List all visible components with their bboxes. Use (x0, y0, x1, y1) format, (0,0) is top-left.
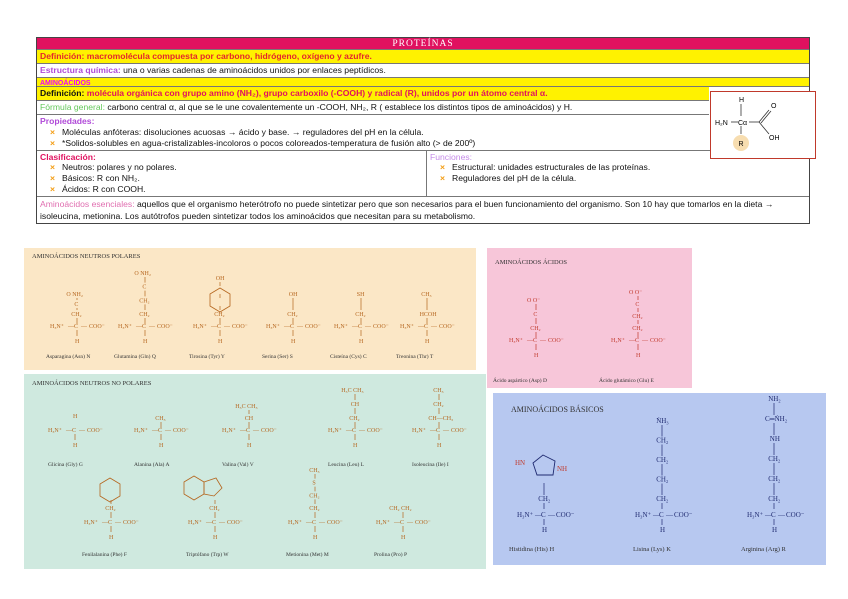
formula-label: Fórmula general: (40, 102, 105, 112)
amino-acid-name: Metionina (Met) M (286, 552, 329, 558)
bond: — (297, 324, 303, 330)
amino-acid-name: Ácido glutámico (Glu) E (599, 378, 654, 384)
side-chain-group: CH₃ (309, 468, 320, 474)
alpha-carbon: C (771, 511, 776, 519)
alpha-carbon: C (424, 324, 429, 330)
carboxylate-group: COO⁻ (786, 511, 805, 519)
aa-definition-text: molécula orgánica con grupo amino (NH₂), grupo carboxilo (-COOH) y radical (R), unidos por un átomo central α. (86, 88, 548, 98)
aa-definition-label: Definición: (40, 88, 85, 98)
hydrogen: H (437, 443, 442, 449)
amino-group: H₃N⁺ (412, 428, 426, 434)
hydrogen: H (159, 443, 164, 449)
aminoacids-tag: AMINOÁCIDOS (37, 78, 809, 87)
general-formula-diagram (710, 91, 816, 159)
side-chain-group: CH₂ (309, 506, 320, 512)
indole-ring (184, 476, 204, 500)
classification-cell (37, 151, 427, 196)
side-chain-group: CH₃ (421, 292, 432, 298)
amino-group: H₃N⁺ (193, 324, 207, 330)
amino-acid-name: Isoleucina (Ile) I (412, 462, 449, 468)
amino-acid-name: Ácido aspártico (Asp) D (493, 378, 547, 384)
bond: — (136, 324, 142, 330)
side-chain-group: CH₂ (538, 495, 551, 503)
property-item: × Moléculas anfóteras: disoluciones acuosas → ácido y base. → reguladores del pH en la célula. (62, 127, 806, 138)
carboxylate-group: COO⁻ (674, 511, 693, 519)
carboxylate-group: COO⁻ (123, 520, 139, 526)
classification-item: × Ácidos: R con COOH. (62, 184, 423, 195)
alpha-carbon: C (358, 324, 363, 330)
carboxylate-group: COO⁻ (327, 520, 343, 526)
properties-row (37, 115, 809, 151)
side-chain-group: CH₂ (139, 312, 150, 318)
alpha-carbon: C (533, 338, 538, 344)
definition-text: macromolécula compuesta por carbono, hidrógeno, oxígeno y azufre. (86, 51, 372, 61)
amino-acid-name: Lisina (Lys) K (633, 546, 671, 553)
essential-row (37, 197, 809, 223)
amino-acid-name: Cisteína (Cys) C (330, 354, 367, 360)
alpha-carbon: C (352, 428, 357, 434)
class-functions-row (37, 151, 809, 197)
panel-basic (493, 393, 826, 565)
amino-group: H₃N⁺ (509, 338, 523, 344)
amino-group: H₃N⁺ (134, 428, 148, 434)
carboxylate-group: COO⁻ (305, 324, 321, 330)
classification-label: Clasificación: (40, 152, 96, 162)
carboxylate-group: COO⁻ (556, 511, 575, 519)
bond: — (319, 520, 325, 526)
side-chain-group: NH₂ (768, 395, 781, 403)
bond: — (102, 520, 108, 526)
side-chain-group: CH₂ (71, 312, 82, 318)
bond: — (666, 511, 673, 519)
hydrogen: H (772, 526, 778, 534)
function-item: × Reguladores del pH de la célula. (452, 173, 806, 184)
side-chain-group: HCOH (419, 312, 437, 318)
proteins-summary-table (36, 37, 810, 224)
bond: — (253, 428, 259, 434)
carboxylate-group: COO⁻ (232, 324, 248, 330)
amino-acid-name: Alanina (Ala) A (134, 462, 170, 468)
side-chain-group: H₃C CH₃ (341, 388, 364, 394)
functions-list (430, 162, 806, 184)
alpha-carbon: C (212, 520, 217, 526)
hydrogen: H (109, 535, 114, 541)
bond: — (394, 520, 400, 526)
bond: — (642, 338, 648, 344)
alpha-carbon: C (659, 511, 664, 519)
side-chain-group: C (74, 302, 79, 308)
alpha-carbon: C (74, 324, 79, 330)
panel-acidic (487, 248, 692, 388)
alpha-carbon: C (158, 428, 163, 434)
amino-acid-name: Histidina (His) H (509, 546, 555, 553)
side-chain-group: CH₂ (530, 326, 541, 332)
side-chain-group: O NH₂ (66, 292, 83, 298)
page-title: PROTEÍNAS (37, 38, 809, 50)
hydrogen: H (218, 339, 223, 345)
side-chain-group: CH₂ (214, 312, 225, 318)
side-chain-group: NH (769, 435, 780, 443)
carboxylate-group: COO⁻ (227, 520, 243, 526)
alpha-carbon: C (142, 324, 147, 330)
panel-neutral-nonpolar (24, 374, 486, 569)
hydrogen: H (353, 443, 358, 449)
bond: — (306, 520, 312, 526)
structure-row (37, 64, 809, 78)
amino-group: H₃N⁺ (48, 428, 62, 434)
carboxylate-group: COO⁻ (157, 324, 173, 330)
side-chain-group: CH₂ (139, 298, 150, 305)
side-chain-group: CH₂ (287, 312, 298, 318)
bond: — (548, 511, 555, 519)
hydrogen: H (401, 535, 406, 541)
classification-list (40, 162, 423, 195)
bond: — (66, 428, 72, 434)
bond: — (346, 428, 352, 434)
amino-acid-name: Asparagina (Asn) N (46, 354, 91, 360)
amino-group: H₃N⁺ (50, 324, 64, 330)
amino-group: H₃N⁺ (288, 520, 302, 526)
alpha-carbon: C (635, 338, 640, 344)
hydrogen: H (143, 339, 148, 345)
alpha-carbon: C (400, 520, 405, 526)
amino-acid-name: Prolina (Pro) P (374, 552, 407, 558)
bond: — (535, 511, 542, 519)
alpha-carbon: C (108, 520, 113, 526)
carboxylate-group: COO⁻ (173, 428, 189, 434)
amino-group: H₃N⁺ (376, 520, 390, 526)
side-chain-group: CH₂ (656, 495, 669, 503)
side-chain-group: CH₂ (433, 402, 444, 408)
classification-item: × Básicos: R con NH₂. (62, 173, 423, 184)
hydrogen: H (73, 443, 78, 449)
amino-group: H₃N⁺ (334, 324, 348, 330)
bond: — (206, 520, 212, 526)
side-chain-group: O NH₂ (134, 271, 151, 277)
side-chain-group: OH (215, 276, 225, 282)
polar-structures (24, 248, 476, 370)
side-chain-group: S (312, 480, 316, 487)
carboxylate-group: COO⁻ (373, 324, 389, 330)
formula-text: carbono central α, al que se le une covalentemente un -COOH, NH₂, R ( establece los distintos tipos de aminoácidos) y H. (107, 102, 573, 112)
side-chain-group: CH₂ (209, 506, 220, 512)
bond: — (211, 324, 217, 330)
carboxylate-group: COO⁻ (451, 428, 467, 434)
side-chain-group: ṄH₃ (656, 417, 669, 425)
panel-title: AMINOÁCIDOS NEUTROS NO POLARES (32, 380, 152, 387)
bond: — (527, 338, 533, 344)
bond: — (240, 428, 246, 434)
panel-title: AMINOÁCIDOS NEUTROS POLARES (32, 253, 141, 260)
side-chain-group: CH (244, 416, 254, 422)
hydrogen: H (313, 535, 318, 541)
bond: — (165, 428, 171, 434)
bond: — (115, 520, 121, 526)
carboxylate-group: COO⁻ (439, 324, 455, 330)
essential-label: Aminoácidos esenciales: (40, 199, 135, 209)
amino-acid-name: Glutamina (Gln) Q (114, 354, 156, 360)
amino-acid-name: Tirosina (Tyr) Y (189, 354, 225, 360)
amino-group: H₃N⁺ (517, 511, 534, 519)
functions-label: Funciones: (430, 152, 473, 162)
amino-group: H₃N⁺ (84, 520, 98, 526)
bond: — (352, 324, 358, 330)
imidazole-nh: NH (557, 465, 568, 473)
bond: — (79, 428, 85, 434)
bond: — (629, 338, 635, 344)
hydrogen: H (73, 414, 78, 420)
amino-group: H₃N⁺ (400, 324, 414, 330)
side-chain-group: SH (356, 292, 365, 298)
alpha-carbon: C (72, 428, 77, 434)
hydrogen: H (534, 353, 539, 359)
definition-label: Definición: (40, 51, 85, 61)
amino-acid-name: Fenilalanina (Phe) F (82, 552, 127, 558)
side-chain-group: CH—CH₃ (428, 416, 454, 422)
formula-r: R (738, 141, 744, 148)
hydrogen: H (660, 526, 666, 534)
definition-row (37, 50, 809, 64)
side-chain-group: CH₂ (632, 314, 643, 320)
side-chain-group: C (533, 312, 538, 318)
formula-row (37, 101, 709, 115)
side-chain-group: CH₂ CH₂ (389, 506, 412, 512)
alpha-carbon: C (246, 428, 251, 434)
alpha-carbon: C (290, 324, 295, 330)
bond: — (219, 520, 225, 526)
hydrogen: H (425, 339, 430, 345)
side-chain-group: CH₃ (433, 388, 444, 394)
formula-calpha: Cα (738, 120, 748, 127)
bond: — (68, 324, 74, 330)
formula-o: O (771, 103, 777, 110)
properties-list (40, 127, 806, 149)
amino-acid-name: Glicina (Gly) G (48, 462, 83, 468)
panel-title: AMINOÁCIDOS BÁSICOS (511, 405, 604, 414)
nonpolar-structures (24, 374, 486, 569)
function-item: × Estructural: unidades estructurales de las proteínas. (452, 162, 806, 173)
side-chain-group: CH₂ (656, 475, 669, 484)
amino-acid-name: Leucina (Leu) L (328, 462, 365, 468)
side-chain-group: C (142, 284, 147, 291)
side-chain-group: C (635, 302, 640, 308)
bond: — (224, 324, 230, 330)
bond: — (407, 520, 413, 526)
side-chain-group: CH₂ (105, 506, 116, 512)
amino-group: H₃N⁺ (188, 520, 202, 526)
structure-text: una o varias cadenas de aminoácidos unidos por enlaces peptídicos. (123, 65, 386, 75)
carboxylate-group: COO⁻ (89, 324, 105, 330)
alpha-carbon: C (312, 520, 317, 526)
structure-label: Estructura química: (40, 65, 121, 75)
amino-acid-name: Serina (Ser) S (262, 354, 293, 360)
pyrrole-ring (204, 478, 222, 496)
bond: — (778, 511, 785, 519)
imidazole-n: HN (515, 459, 526, 467)
carboxylate-group: COO⁻ (87, 428, 103, 434)
bond: — (418, 324, 424, 330)
side-chain-group: C═ṄH₂ (765, 415, 788, 423)
alpha-carbon: C (436, 428, 441, 434)
amino-group: H₃N⁺ (611, 338, 625, 344)
side-chain-group: CH₂ (355, 312, 366, 318)
amino-acid-name: Triptófano (Trp) W (186, 552, 229, 558)
side-chain-group: CH₂ (349, 416, 360, 422)
side-chain-group: CH₂ (768, 475, 781, 483)
formula-nh2: H₂N (715, 120, 728, 127)
bond: — (149, 324, 155, 330)
hydrogen: H (247, 443, 252, 449)
bond: — (365, 324, 371, 330)
side-chain-group: O O⁻ (527, 298, 541, 304)
imidazole-ring (533, 455, 555, 475)
bond: — (443, 428, 449, 434)
aa-definition-row (37, 87, 709, 101)
carboxylate-group: COO⁻ (650, 338, 666, 344)
carboxylate-group: COO⁻ (261, 428, 277, 434)
side-chain-group: CH₂ (768, 495, 781, 503)
property-item: × *Solidos-solubles en agua-cristalizables-incoloros o pocos coloreados-temperatura de fusión alto (> de 200º) (62, 138, 806, 149)
alpha-carbon: C (541, 511, 546, 519)
side-chain-group: H₃C CH₃ (235, 404, 258, 410)
essential-text: aquellos que el organismo heterótrofo no puede sintetizar pero que son necesarios para el buen funcionamiento del organismo. Son 10 hay que tomarlos en la dieta → isoleucina, metionina. Los autótrofos pueden sintetizar todos los aminoácidos que necesitan para su metabolismo. (40, 199, 774, 221)
side-chain-group: OH (288, 292, 298, 298)
bond: — (653, 511, 660, 519)
amino-group: H₃N⁺ (635, 511, 652, 519)
amino-acid-name: Valina (Val) V (222, 462, 254, 468)
side-chain-group: O O⁻ (629, 290, 643, 296)
hydrogen: H (359, 339, 364, 345)
amino-acid-name: Arginina (Arg) R (741, 546, 786, 553)
bond: — (152, 428, 158, 434)
amino-group: H₃N⁺ (266, 324, 280, 330)
hydrogen: H (636, 353, 641, 359)
bond: — (359, 428, 365, 434)
bond: — (765, 511, 772, 519)
amino-group: H₃N⁺ (747, 511, 764, 519)
basic-structures (493, 393, 826, 565)
side-chain-group: CH (350, 402, 360, 408)
formula-h: H (739, 97, 745, 104)
panel-neutral-polar (24, 248, 476, 370)
classification-item: × Neutros: polares y no polares. (62, 162, 423, 173)
bond: — (81, 324, 87, 330)
amino-acid-name: Treonina (Thr) T (396, 354, 434, 360)
side-chain-group: CH₂ (656, 436, 669, 445)
formula-oh: OH (769, 135, 780, 142)
side-chain-group: CH₂ (309, 493, 320, 500)
properties-label: Propiedades: (40, 116, 95, 126)
amino-group: H₃N⁺ (118, 324, 132, 330)
bond: — (430, 428, 436, 434)
carboxylate-group: COO⁻ (415, 520, 431, 526)
bond: — (540, 338, 546, 344)
hydrogen: H (542, 526, 548, 534)
phenyl-ring (100, 478, 120, 502)
carboxylate-group: COO⁻ (367, 428, 383, 434)
carboxylate-group: COO⁻ (548, 338, 564, 344)
side-chain-group: CH₂ (656, 456, 669, 464)
side-chain-group: CH₂ (632, 326, 643, 332)
hydrogen: H (75, 339, 80, 345)
side-chain-group: CH₂ (768, 455, 781, 463)
amino-group: H₃N⁺ (222, 428, 236, 434)
acid-structures (487, 248, 692, 388)
amino-group: H₃N⁺ (328, 428, 342, 434)
hydrogen: H (291, 339, 296, 345)
bond: — (284, 324, 290, 330)
alpha-carbon: C (217, 324, 222, 330)
side-chain-group: CH₃ (155, 416, 166, 422)
panel-title: AMINOÁCIDOS ÁCIDOS (495, 259, 568, 266)
hydrogen: H (213, 535, 218, 541)
bond: — (431, 324, 437, 330)
